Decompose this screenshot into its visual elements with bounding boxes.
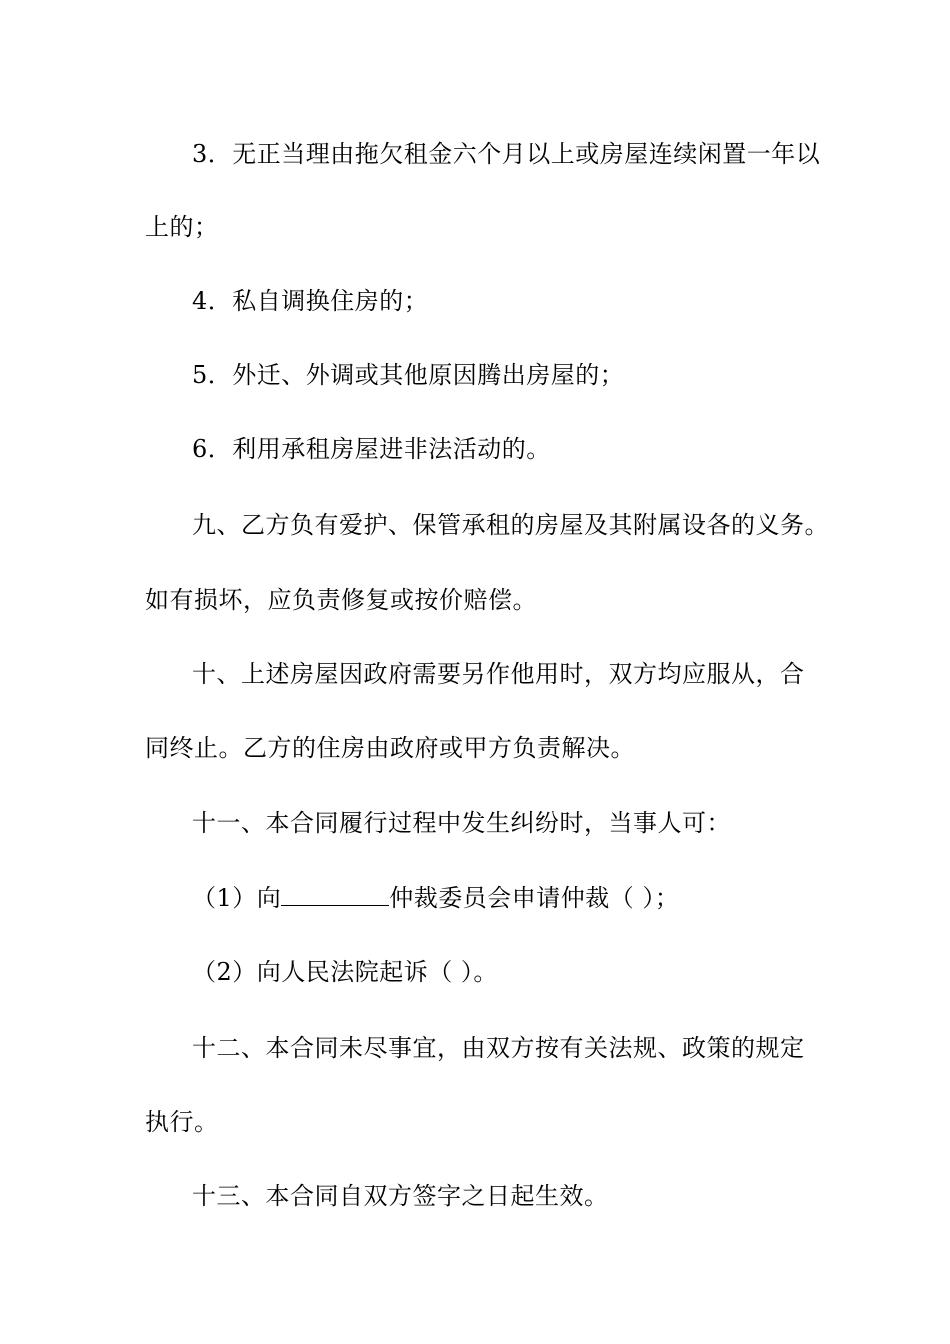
arbitration-committee-blank[interactable] (281, 883, 389, 906)
clause-11-option-1 (192, 883, 872, 913)
option-1-suffix: 仲裁委员会申请仲裁（ ）； (389, 884, 680, 912)
clause-13: 十三、本合同自双方签字之日起生效。 (192, 1182, 609, 1210)
clause-9-line1: 九、乙方负有爱护、保管承租的房屋及其附属设各的义务。 (192, 511, 829, 539)
clause-9-line2: 如有损坏，应负责修复或按价赔偿。 (145, 586, 537, 614)
clause-item-4: 4．私自调换住房的； (192, 287, 429, 315)
clause-12-line1: 十二、本合同未尽事宜，由双方按有关法规、政策的规定 (192, 1034, 805, 1062)
clause-item-3-line2: 上的； (145, 213, 219, 241)
clause-item-3-line1: 3．无正当理由拖欠租金六个月以上或房屋连续闲置一年以 (192, 140, 821, 168)
clause-11: 十一、本合同履行过程中发生纠纷时，当事人可： (192, 809, 731, 837)
option-1-prefix: （1）向 (192, 884, 282, 912)
clause-12-line2: 执行。 (145, 1108, 219, 1136)
clause-10-line1: 十、上述房屋因政府需要另作他用时，双方均应服从，合 (192, 660, 805, 688)
clause-item-6: 6．利用承租房屋进非法活动的。 (192, 435, 551, 463)
clause-11-option-2: （2）向人民法院起诉（ ）。 (192, 958, 498, 986)
clause-item-5: 5．外迁、外调或其他原因腾出房屋的； (192, 361, 625, 389)
clause-10-line2: 同终止。乙方的住房由政府或甲方负责解决。 (145, 734, 635, 762)
